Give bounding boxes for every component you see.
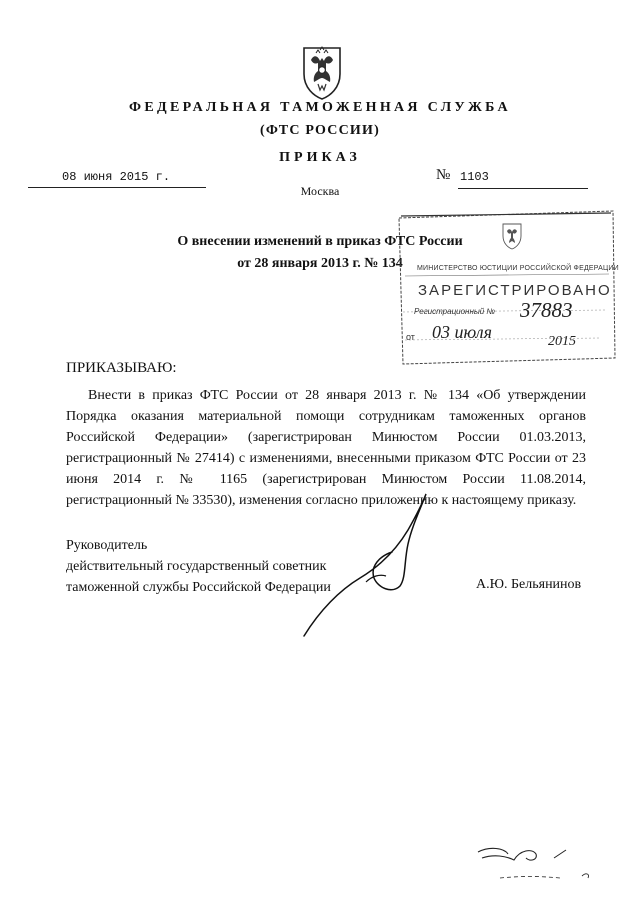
subject-line-2: от 28 января 2013 г. № 134 — [237, 256, 403, 271]
document-type: ПРИКАЗ — [279, 150, 361, 165]
handwritten-initials — [470, 830, 610, 890]
signatory-line-3: таможенной службы Российской Федерации — [66, 580, 331, 595]
organization-short-name: (ФТС РОССИИ) — [260, 123, 380, 138]
subject-line-1: О внесении изменений в приказ ФТС России — [177, 234, 463, 249]
handwritten-signature — [300, 490, 460, 640]
stamp-registered: ЗАРЕГИСТРИРОВАНО — [418, 282, 612, 299]
stamp-ministry: МИНИСТЕРСТВО ЮСТИЦИИ РОССИЙСКОЙ ФЕДЕРАЦИИ — [417, 265, 619, 272]
order-body-paragraph: Внести в приказ ФТС России от 28 января 2013 г. № 134 «Об утверждении Порядка оказания материальной помощи сотрудникам таможенных органов Российской Федерации» (зарегистрирован Минюстом России 01.03.2013, регистрационный № 27414) с изменениями, внесенными приказом ФТС России от 23 июня 2014 г. № 1165 (зарегистрирован Минюстом России 11.08.2014, регистрационный № 33530), изменения согласно приложению к настоящему приказу. — [66, 388, 586, 508]
stamp-date-prefix: от — [406, 332, 415, 342]
stamp-registration-number: 37883 — [520, 298, 573, 322]
order-directive: ПРИКАЗЫВАЮ: — [66, 360, 177, 376]
signatory-block — [66, 535, 331, 598]
signatory-line-1: Руководитель — [66, 538, 148, 553]
signatory-line-2: действительный государственный советник — [66, 559, 327, 574]
number-sign: № — [436, 167, 451, 183]
stamp-date: 03 июля — [432, 322, 492, 342]
organization-title: ФЕДЕРАЛЬНАЯ ТАМОЖЕННАЯ СЛУЖБА — [129, 100, 511, 115]
order-date: 08 июня 2015 г. — [62, 170, 171, 184]
order-number: 1103 — [460, 170, 489, 184]
coat-of-arms-icon — [296, 44, 348, 100]
stamp-registration-label: Регистрационный № — [414, 307, 496, 316]
city: Москва — [300, 184, 340, 198]
stamp-year: 2015 — [548, 334, 576, 349]
signatory-name: А.Ю. Бельянинов — [476, 577, 582, 592]
